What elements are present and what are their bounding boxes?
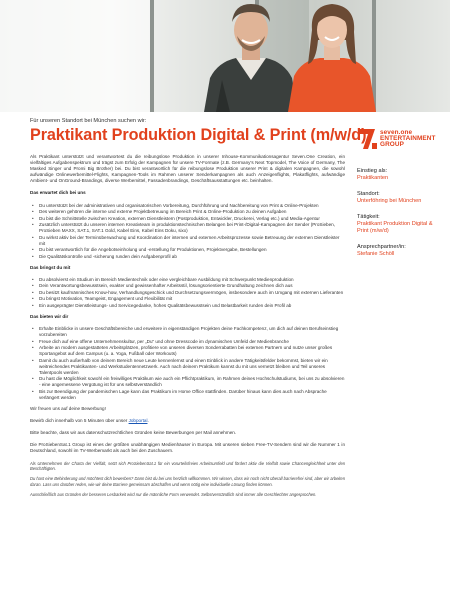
list-item: • Des weiteren gehören die interne und externe Projektbetreuung im Bereich Print & Online-Produktion zu deinen Aufgaben <box>30 209 345 215</box>
fact-value[interactable]: Praktikanten <box>357 175 389 181</box>
apply-sentence <box>30 418 345 424</box>
hero-photo <box>0 0 450 112</box>
list-item: • Du hast die Möglichkeit sowohl ein freiwilliges Praktikum wie auch ein Pflichtpraktikum, im Rahmen deines Hochschulstudiums, bei uns zu absolvieren - eine angemessene Vergütung ist für uns selbstverständlich <box>30 376 345 388</box>
list-item: • Dein Verantwortungsbewusstsein, exakter und gewissenhafter Arbeitsstil, lösungsorientierte Grundhaltung zeichnen dich aus <box>30 283 345 289</box>
gender-note: Ausschließlich aus Gründen der besseren Lesbarkeit wird nur die männliche Form verwendet. Selbstverständlich sind immer alle Geschlechter angesprochen. <box>30 492 317 498</box>
closing-thanks: Wir freuen uns auf deine Bewerbung! <box>30 406 106 412</box>
list-item: • Ein ausgeprägter Dienstleistungs- und Servicegedanke, hohes Qualitätsbewusstsein und Belastbarkeit runden dein Profil ab <box>30 303 345 309</box>
job-title: Praktikant Produktion Digital & Print (m/w/d) <box>30 126 367 144</box>
fact-label: Ansprechpartner/in: <box>357 244 406 250</box>
fact-location <box>357 191 443 205</box>
section-heading-tasks: Das erwartet dich bei uns <box>30 190 86 196</box>
fact-value[interactable]: Unterföhring bei München <box>357 198 422 204</box>
diversity-note: Als Unternehmen der Charta der Vielfalt, setzt sich ProSiebenSat.1 für ein vorurteilsfreies Arbeitsumfeld und fördert aktiv die Vielfalt sowie Chancengleichheit unter den Beschäftigten. <box>30 460 345 471</box>
list-item: • Bis zur Beendigung der pandemischen Lage kann das Praktikum im Home Office stattfinden. Darüber hinaus kann dies auch nach Absprache verlängert werden <box>30 389 345 401</box>
section-heading-benefits: Das bieten wir dir <box>30 313 69 319</box>
apply-text: Bewirb dich innerhalb von 5 Minuten über unser <box>30 418 128 424</box>
fact-label: Standort: <box>357 191 380 197</box>
seven-one-logo-icon <box>358 128 378 150</box>
list-item: • Freue dich auf eine offene Unternehmenskultur, per „Du“ und ohne Dresscode im dynamischen Umfeld der Medienbranche <box>30 339 345 345</box>
list-item: • Du bist verantwortlich für die Angebotseinholung und -erstellung für Produktionen, Projektvergabe, Bestellungen <box>30 247 345 253</box>
fact-value[interactable]: Praktikant Produktion Digital & Print (m/w/d) <box>357 221 433 234</box>
woman-photo <box>282 0 382 112</box>
window-frame <box>150 0 154 112</box>
intro-text: Für unseren Standort bei München suchen wir: <box>30 118 147 124</box>
fact-activity <box>357 214 443 235</box>
job-description <box>30 154 345 503</box>
logo-line-2: ENTERTAINMENT <box>380 135 436 142</box>
apply-text-end: . <box>147 418 149 424</box>
list-item: • Die Qualitätskontrolle und -sicherung runden dein Aufgabenprofil ab <box>30 254 345 260</box>
fact-label: Tätigkeit: <box>357 214 380 220</box>
list-item: • Damit du auch außerhalb von deinem Bereich neue Leute kennenlernst und einen Einblick in andere Tätigkeitsfelder bekommst, bieten wir ein weitreichendes Praktikanten- und Werkstudentennetzwerk. Auch nach deinem Praktikum kannst du mit uns vernetzt bleiben und Teil unseres Talentpools werden <box>30 358 345 376</box>
list-item: • Du bist die Schnittstelle zwischen Kreation, externen Dienstleistern (Postproduktion, Entwickler, Druckerei, Verlag etc.) und Media-Agentur <box>30 216 345 222</box>
description-paragraph: Als Praktikant unterstützt und verantwortest du die reibungslose Produktion in unserer Inhouse-Kommunikationsagentur Seven.One Creation, ein vielfältiges Aufgabenspektrum und trägst zum Erfolg der Kampagnen für unsere TV-Formate (z.B. Germany's Next Topmodel, The Voice of Germany, The Masked Singer und Promi Big Brother) bei. Du bist verantwortlich für die reibungslose Produktion unserer Print & digitalen Kampagnen, die sowohl aufwändige Onlinewerbemittel-Flights, Kampagnen-Tools im Rahmen unserer Senderkampagnen als auch Anzeigenflights, Plakatflights, aufwändige Ambient- und OnGround-Brandings, diverse Werbemittel, Fassadenbrandings, Geschäftsausstattungen etc. beinhalten. <box>30 154 345 184</box>
company-logo <box>358 128 438 154</box>
list-item: • Arbeite an modern ausgestatteten Arbeitsplätzen, profitiere von unseren diversen Sonderrabatten bei externen Partnern und nutze unser großes Sportangebot auf dem Campus (u. a. Yoga, Fußball oder Workouts) <box>30 345 345 357</box>
jobportal-link[interactable]: Jobportal <box>128 418 148 424</box>
section-heading-requirements: Das bringst du mit <box>30 264 71 270</box>
disability-note: Du hast eine Behinderung und möchtest dich bewerben? Dann bist du bei uns herzlich willkommen. Wir wissen, dass wir noch nicht überall barrierefrei sind, aber wir arbeiten daran. Lass uns darüber reden, wie wir deine Barriere gemeinsam abschaffen und wenn nötig eine individuelle Lösung finden können. <box>30 476 345 487</box>
fact-value[interactable]: Stefanie Schöll <box>357 251 395 257</box>
company-description: Die ProSiebenSat.1 Group ist eines der größten unabhängigen Medienhäuser in Europa. Mit unseren sieben Free-TV-Sendern sind wir die Nummer 1 in Deutschland, sowohl im TV-Werbemarkt als auch bei den Zuschauern. <box>30 442 345 454</box>
email-note: Bitte beachte, dass wir aus datenschutzrechtlichen Gründen keine Bewerbungen per Mail annehmen. <box>30 430 237 436</box>
fact-label: Einstieg als: <box>357 168 388 174</box>
list-item: • Du bringst Motivation, Teamgeist, Engagement und Flexibilität mit <box>30 296 345 302</box>
benefits-list <box>30 326 345 401</box>
fact-entry-level <box>357 168 443 182</box>
logo-wordmark <box>380 130 436 148</box>
list-item: • Du unterstützt bei der administrativen und organisatorischen Vorbereitung, Durchführung und Nachbereitung von Print & Online-Projekten <box>30 203 345 209</box>
list-item: • Erhalte Einblicke in unsere Geschäftsbereiche und erweitere in eigenständigen Projekten deine Fachkompetenz, um dich auf deinen Berufseinstieg vorzubereiten <box>30 326 345 338</box>
office-window <box>0 0 150 112</box>
logo-line-3: GROUP <box>380 141 404 148</box>
fact-contact <box>357 244 443 258</box>
list-item: • Zusätzlich unterstützt du unseren internen Kreativteam in produktionstechnischen Belangen bei Print-/Digital-Kampagnen der Sender (ProSieben, ProSieben MAXX, SAT.1, SAT.1 Gold, Kabel Eins, Kabel Eins Doku, sixx) <box>30 222 345 234</box>
task-list <box>30 203 345 260</box>
job-facts-sidebar <box>357 168 443 267</box>
requirements-list <box>30 277 345 309</box>
list-item: • Du absolvierst ein Studium im Bereich Medientechnik oder eine vergleichbare Ausbildung mit Schwerpunkt Medienproduktion <box>30 277 345 283</box>
list-item: • Du besitzt kaufmännisches Know-how, Verhandlungsgeschick und Durchsetzungsvermögen, insbesondere auch im Umgang mit externen Lieferanten <box>30 290 345 296</box>
logo-line-1: seven.one <box>380 129 413 136</box>
list-item: • Du wirkst aktiv bei der Terminüberwachung und Koordination der internen und externen Arbeitsprozesse sowie Betreuung der externen Dienstleister mit <box>30 235 345 247</box>
